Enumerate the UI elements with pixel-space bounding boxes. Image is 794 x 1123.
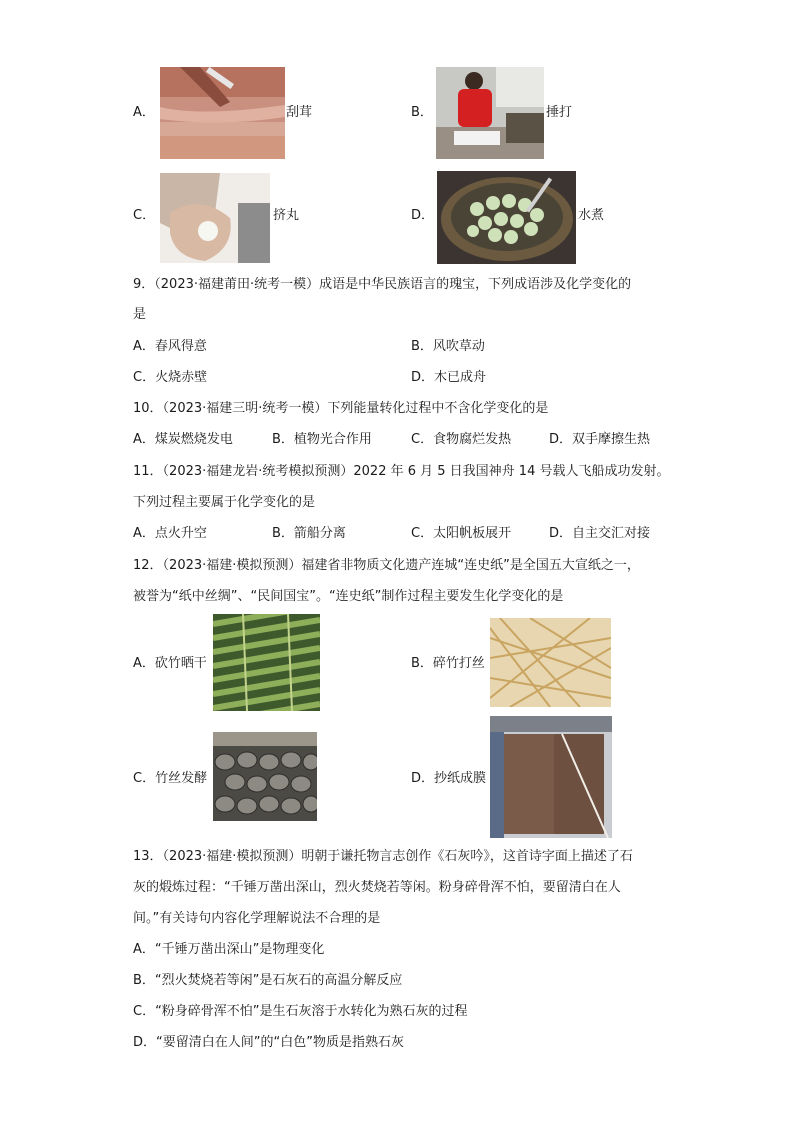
q9-option-a: A．春风得意 — [133, 339, 207, 354]
q9-option-b: B．风吹草动 — [411, 339, 485, 354]
q13-stem-line1: 13．（2023·福建·模拟预测）明朝于谦托物言志创作《石灰吟》，这首诗字面上描述了石 — [133, 849, 633, 864]
q10-stem: 10．（2023·福建三明·统考一模）下列能量转化过程中不含化学变化的是 — [133, 401, 549, 416]
q13-stem-line3: 间。”有关诗句内容化学理解说法不合理的是 — [133, 911, 381, 926]
q11-stem-line1: 11．（2023·福建龙岩·统考模拟预测）2022 年 6 月 5 日我国神舟 14 号载人飞船成功发射。 — [133, 464, 670, 479]
q10-option-d: D．双手摩擦生热 — [549, 432, 651, 447]
person-pounding-photo — [436, 67, 544, 159]
q8-option-c-letter: C． — [133, 208, 156, 223]
paper-sheet-drying-photo — [490, 716, 612, 838]
q11-option-d: D．自主交汇对接 — [549, 526, 651, 541]
q12-option-b-label: B．碎竹打丝 — [411, 656, 485, 671]
q11-option-c: C．太阳帆板展开 — [411, 526, 512, 541]
pink-meat-scraping-photo — [160, 67, 285, 159]
q9-stem-line1: 9．（2023·福建莆田·统考一模）成语是中华民族语言的瑰宝，下列成语涉及化学变化的 — [133, 277, 632, 292]
q8-option-b-label: 捶打 — [546, 105, 573, 120]
q13-option-a: A．“千锤万凿出深山”是物理变化 — [133, 942, 325, 957]
q12-option-d-label: D．抄纸成膜 — [411, 771, 487, 786]
bamboo-fiber-strands-photo — [490, 618, 611, 707]
q13-option-d: D．“要留清白在人间”的“白色”物质是指熟石灰 — [133, 1035, 404, 1050]
q10-option-b: B．植物光合作用 — [272, 432, 372, 447]
q12-option-c-label: C．竹丝发酵 — [133, 771, 208, 786]
q8-option-b-letter: B． — [411, 105, 433, 120]
q12-option-a-label: A．砍竹晒干 — [133, 656, 207, 671]
q8-option-d-letter: D． — [411, 208, 435, 223]
q9-option-d: D．木已成舟 — [411, 370, 487, 385]
q12-stem-line2: 被誉为“纸中丝绸”、“民间国宝”。“连史纸”制作过程主要发生化学变化的是 — [133, 589, 564, 604]
q8-option-a-label: 刮茸 — [286, 105, 313, 120]
q9-stem-line2: 是 — [133, 307, 147, 322]
q10-option-c: C．食物腐烂发热 — [411, 432, 512, 447]
q8-option-c-label: 挤丸 — [273, 208, 300, 223]
fermenting-bamboo-bundles-photo — [213, 732, 317, 821]
q11-option-a: A．点火升空 — [133, 526, 207, 541]
hand-squeezing-ball-photo — [160, 173, 270, 263]
q13-stem-line2: 灰的煅炼过程：“千锤万凿出深山，烈火焚烧若等闲。粉身碎骨浑不怕，要留清白在人 — [133, 880, 621, 895]
q12-stem-line1: 12．（2023·福建·模拟预测）福建省非物质文化遗产连城“连史纸”是全国五大宣纸之一， — [133, 558, 640, 573]
boiling-balls-pot-photo — [437, 171, 576, 264]
q8-option-d-label: 水煮 — [578, 208, 605, 223]
q9-option-c: C．火烧赤壁 — [133, 370, 208, 385]
q11-option-b: B．箭船分离 — [272, 526, 346, 541]
q11-stem-line2: 下列过程主要属于化学变化的是 — [133, 495, 316, 510]
green-bamboo-stalks-photo — [213, 614, 320, 711]
q8-option-a-letter: A． — [133, 105, 155, 120]
q13-option-b: B．“烈火焚烧若等闲”是石灰石的高温分解反应 — [133, 973, 403, 988]
q13-option-c: C．“粉身碎骨浑不怕”是生石灰溶于水转化为熟石灰的过程 — [133, 1004, 468, 1019]
q10-option-a: A．煤炭燃烧发电 — [133, 432, 233, 447]
